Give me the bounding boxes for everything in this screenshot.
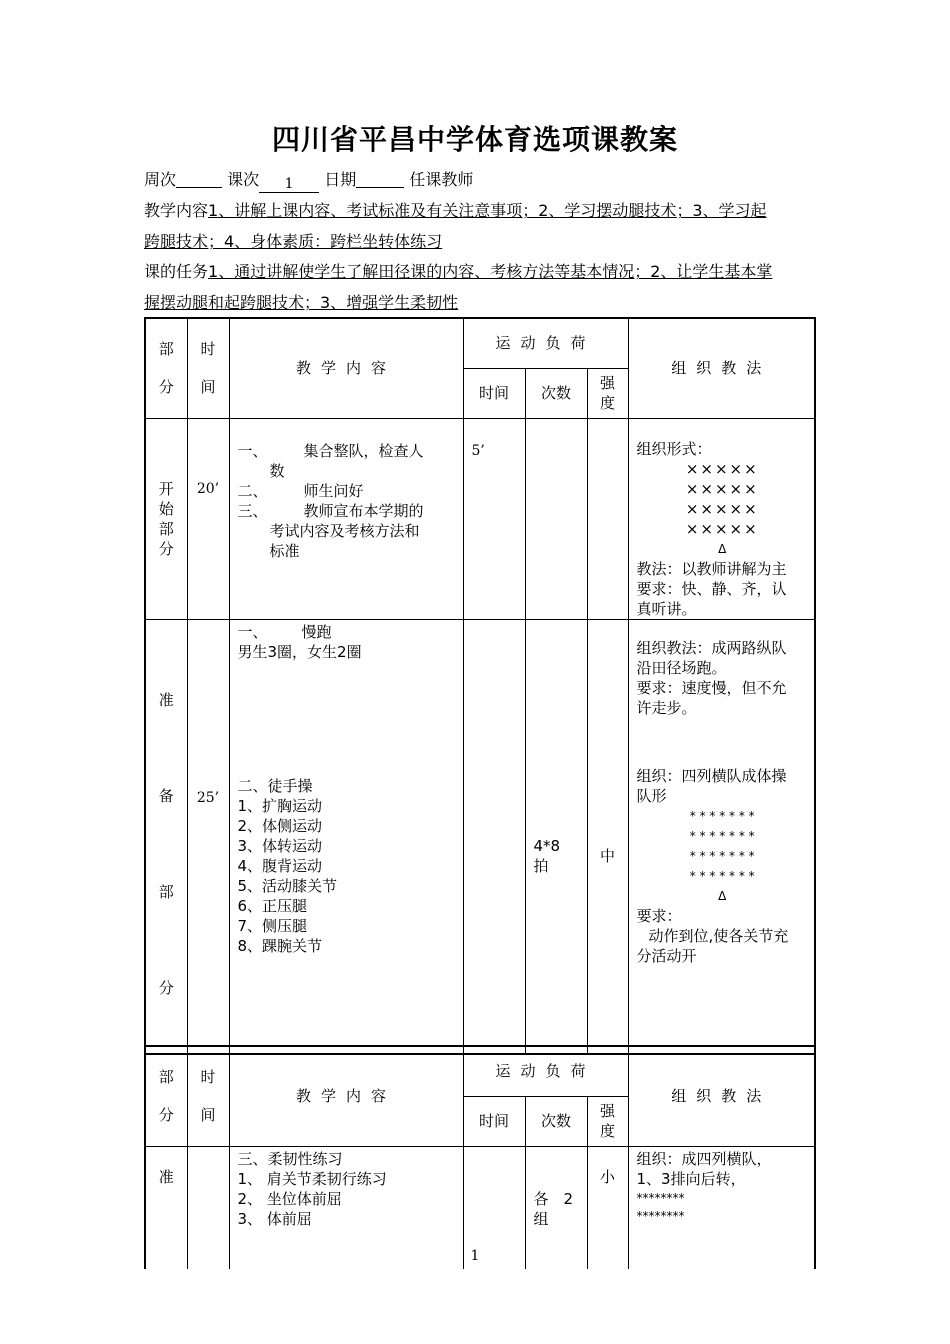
exercise-item: 1、扩胸运动 [237,796,323,815]
req-label: 要求： [636,906,682,925]
prep-time: 25’ [187,619,229,1054]
header-method: 组织教法 [628,318,815,418]
page-number: 1 [470,1248,480,1264]
flex-load-count: 各 2 组 [525,1146,587,1269]
prep-method-text: 组织教法：成两路纵队 [636,638,787,657]
lesson-table [144,317,816,1055]
flex-method-text: 组织：成四列横队， [636,1149,772,1168]
header-time: 时 间 [187,1046,229,1146]
star-row: ******** [636,1190,685,1205]
content-line-2 [144,229,578,252]
flex-load-intensity: 小 [587,1146,628,1269]
teacher-label: 任课教师 [409,170,474,189]
content-label: 教学内容 [144,201,209,220]
start-method-text: 要求：快、静、齐，认 [636,579,787,598]
week-label: 周次 [144,170,177,189]
header-load-count: 次数 [525,368,587,418]
formation-row: ××××× [685,479,759,498]
prep-method-text: 沿田径场跑。 [636,658,727,677]
prep-load-count: 4*8 拍 [525,619,587,1054]
header-load-time: 时间 [463,368,525,418]
star-row: ******** [636,1208,685,1223]
star-row: * * * * * * * [689,828,755,843]
task-label: 课的任务 [144,262,209,281]
exercise-title: 二、徒手操 [237,776,313,795]
exercise-item: 2、体侧运动 [237,816,323,835]
exercise-item: 4、腹背运动 [237,856,323,875]
prep-part-label: 准 备 部 分 [145,619,187,1054]
prep-load-time [463,619,525,1054]
task-line-2 [144,290,540,313]
content-line-1 [144,198,767,221]
task-line-1 [144,259,772,282]
start-item-1-cont: 数 [269,461,285,480]
teacher-triangle: Δ [718,888,727,903]
req-text: 动作到位,使各关节充 [648,926,789,945]
star-row: * * * * * * * [689,848,755,863]
exercise-item: 6、正压腿 [237,896,308,915]
header-time: 时 间 [187,318,229,418]
flex-item: 3、 体前屈 [237,1209,312,1228]
jog-detail: 男生3圈，女生2圈 [237,642,362,661]
prep-method-text: 组织：四列横队成体操 [636,766,787,785]
start-item-1: 一、 集合整队，检查人 [237,441,424,460]
flex-part-label: 准 [145,1146,187,1269]
flex-title: 三、柔韧性练习 [237,1149,343,1168]
lesson-value: 1 [259,176,319,193]
start-item-3: 三、 教师宣布本学期的 [237,501,424,520]
start-load-intensity [587,418,628,619]
header-load-time: 时间 [463,1096,525,1146]
start-item-3-cont2: 标准 [269,541,300,560]
start-method-label: 组织形式： [636,439,712,458]
jog-item: 一、 慢跑 [237,622,332,641]
start-time: 20’ [187,418,229,619]
date-label: 日期 [324,170,357,189]
exercise-item: 5、活动膝关节 [237,876,338,895]
header-load-intensity: 强 度 [587,368,628,418]
exercise-item: 8、踝腕关节 [237,936,323,955]
lesson-label: 课次 [227,170,260,189]
header-content: 教学内容 [229,1046,463,1146]
task-text-1: 1、通过讲解使学生了解田径课的内容、考核方法等基本情况；2、让学生基本掌 [208,262,773,281]
prep-method [628,619,815,1054]
start-method [628,418,815,619]
exercise-item: 7、侧压腿 [237,916,308,935]
header-load-count: 次数 [525,1096,587,1146]
start-content [229,418,463,619]
start-method-text: 教法：以教师讲解为主 [636,559,787,578]
header-part: 部 分 [145,318,187,418]
req-text: 分活动开 [636,946,697,965]
start-item-2: 二、 师生问好 [237,481,364,500]
prep-method-text: 要求：速度慢，但不允 [636,678,787,697]
header-load: 运动负荷 [463,1046,628,1096]
prep-method-text: 许走步。 [636,698,697,717]
prep-method-text: 队形 [636,786,667,805]
star-row: * * * * * * * [689,808,755,823]
start-part-label: 开 始 部 分 [145,418,187,619]
flex-item: 2、 坐位体前屈 [237,1189,342,1208]
document-title: 四川省平昌中学体育选项课教案 [271,123,678,156]
header-content: 教学内容 [229,318,463,418]
header-method: 组织教法 [628,1046,815,1146]
exercise-item: 3、体转运动 [237,836,323,855]
start-item-3-cont: 考试内容及考核方法和 [269,521,420,540]
content-text-2: 跨腿技术；4、身体素质：跨栏坐转体练习 [144,232,443,251]
formation-row: ××××× [685,519,759,538]
start-load-time: 5’ [463,418,525,619]
date-blank [356,171,404,188]
teacher-triangle: Δ [718,541,727,556]
week-blank [176,171,222,188]
formation-row: ××××× [685,499,759,518]
flex-method-text: 1、3排向后转， [636,1169,746,1188]
prep-load-intensity: 中 [587,619,628,1054]
header-load: 运动负荷 [463,318,628,368]
formation-row: ××××× [685,459,759,478]
content-text-1: 1、讲解上课内容、考试标准及有关注意事项；2、学习摆动腿技术；3、学习起 [208,201,767,220]
start-method-text: 真听讲。 [636,599,697,618]
header-part: 部 分 [145,1046,187,1146]
lesson-table-continued [144,1045,816,1269]
task-text-2: 握摆动腿和起跨腿技术；3、增强学生柔韧性 [144,293,459,312]
start-load-count [525,418,587,619]
info-line [144,167,473,193]
flex-item: 1、 肩关节柔韧行练习 [237,1169,387,1188]
prep-content [229,619,463,1054]
header-load-intensity: 强 度 [587,1096,628,1146]
star-row: * * * * * * * [689,868,755,883]
